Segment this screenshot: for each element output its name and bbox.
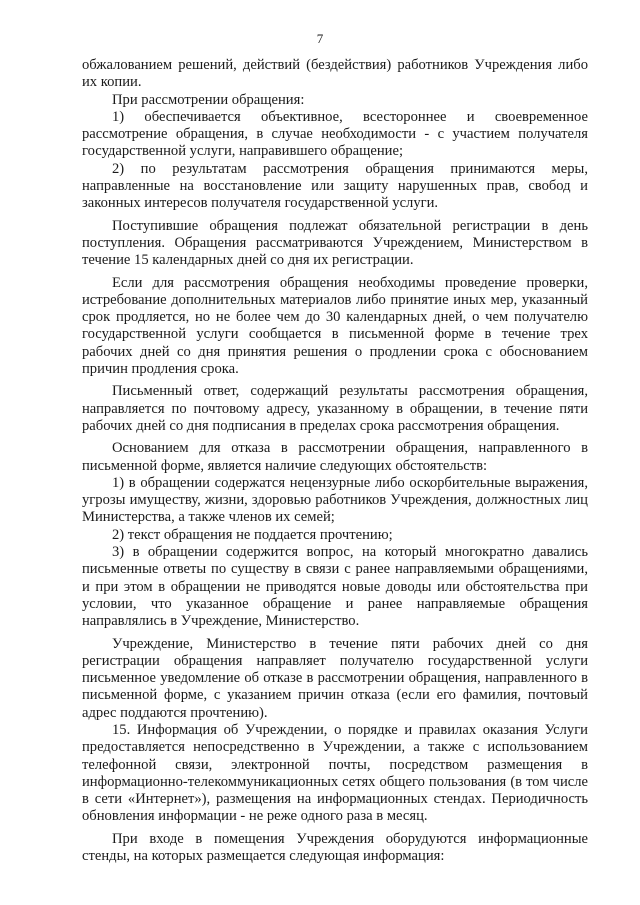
document-body — [82, 57, 588, 865]
paragraph-section-15: 15. Информация об Учреждении, о порядке и правилах оказания Услуги предоставляется непосредственно в Учреждении, а также с использованием телефонной связи, электронной почты, посредством размещения в информационно-телекоммуникационных сетях общего пользования (в том числе в сети «Интернет»), размещения на информационных стендах. Периодичность обновления информации - не реже одного раза в месяц. — [82, 721, 588, 825]
paragraph-refusal-item-1: 1) в обращении содержатся нецензурные либо оскорбительные выражения, угрозы имуществу, жизни, здоровью работников Учреждения, должностных лиц Министерства, а также членов их семей; — [82, 474, 588, 526]
paragraph-continuation: обжалованием решений, действий (бездействия) работников Учреждения либо их копии. — [82, 57, 588, 91]
paragraph-review-item-1: 1) обеспечивается объективное, всестороннее и своевременное рассмотрение обращения, в случае необходимости - с участием получателя государственной услуги, направившего обращение; — [82, 108, 588, 160]
paragraph-review-intro: При рассмотрении обращения: — [112, 91, 305, 108]
page-number: 7 — [316, 31, 324, 46]
paragraph-refusal-notice: Учреждение, Министерство в течение пяти рабочих дней со дня регистрации обращения направляет получателю государственной услуги письменное уведомление об отказе в рассмотрении обращения, направленного в письменной форме, с указанием причин отказа (если его фамилия, почтовый адрес поддаются прочтению). — [82, 635, 588, 721]
paragraph-refusal-item-3: 3) в обращении содержится вопрос, на который многократно давались письменные ответы по существу в связи с ранее направляемыми обращениями, и при этом в обращении не приводятся новые доводы или обстоятельства при условии, что указанное обращение и ранее направляемые обращения направлялись в Учреждение, Министерство. — [82, 544, 588, 630]
paragraph-registration: Поступившие обращения подлежат обязательной регистрации в день поступления. Обращения рассматриваются Учреждением, Министерством в течение 15 календарных дней со дня их регистрации. — [82, 217, 588, 269]
paragraph-refusal-grounds: Основанием для отказа в рассмотрении обращения, направленного в письменной форме, является наличие следующих обстоятельств: — [82, 440, 588, 474]
paragraph-review-item-2: 2) по результатам рассмотрения обращения принимаются меры, направленные на восстановление или защиту нарушенных прав, свобод и законных интересов получателя государственной услуги. — [82, 160, 588, 212]
paragraph-extension: Если для рассмотрения обращения необходимы проведение проверки, истребование дополнительных материалов либо принятие иных мер, указанный срок продляется, но не более чем до 30 календарных дней, о чем получателю государственной услуги сообщается в письменной форме в течение трех рабочих дней со дня принятия решения о продлении срока с обоснованием причин продления срока. — [82, 274, 588, 378]
paragraph-refusal-item-2: 2) текст обращения не поддается прочтению; — [112, 526, 393, 543]
paragraph-info-stands: При входе в помещения Учреждения оборудуются информационные стенды, на которых размещается следующая информация: — [82, 830, 588, 865]
paragraph-written-answer: Письменный ответ, содержащий результаты рассмотрения обращения, направляется по почтовому адресу, указанному в обращении, в течение пяти рабочих дней со дня подписания в пределах срока рассмотрения обращения. — [82, 383, 588, 434]
